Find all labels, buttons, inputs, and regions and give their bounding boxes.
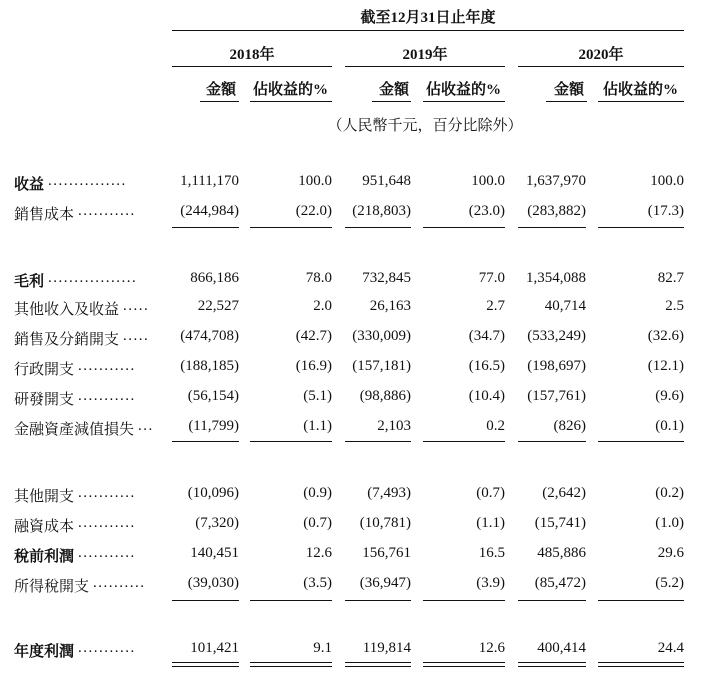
row-label: 其他開支: [14, 489, 75, 505]
col-amount-2020: 金額: [553, 82, 584, 98]
subtotal-rule: [172, 441, 239, 442]
pct-cell: (32.6): [647, 328, 684, 344]
pct-cell: 12.6: [305, 545, 332, 561]
subtotal-rule: [345, 600, 411, 601]
amount-cell: 732,845: [362, 270, 411, 286]
pct-cell: (42.7): [295, 328, 332, 344]
amount-cell: (11,799): [188, 418, 239, 434]
pct-cell: 77.0: [478, 270, 505, 286]
subhead-underline-b-2020: [598, 101, 684, 102]
amount-cell: (10,096): [187, 485, 239, 501]
row-leader-dots: .................: [48, 270, 138, 286]
pct-cell: (16.9): [295, 358, 332, 374]
pct-cell: 2.5: [665, 298, 684, 314]
amount-cell: 485,886: [537, 545, 586, 561]
amount-cell: 22,527: [197, 298, 239, 314]
pct-cell: 100.0: [650, 173, 684, 189]
col-pct-2020: 佔收益的%: [602, 82, 678, 98]
row-label: 稅前利潤: [14, 549, 75, 565]
row-leader-dots: .....: [123, 298, 150, 314]
amount-cell: 119,814: [362, 640, 411, 656]
amount-cell: 1,111,170: [180, 173, 239, 189]
amount-cell: (283,882): [527, 203, 586, 219]
row-leader-dots: ...........: [78, 388, 136, 404]
pct-cell: (9.6): [655, 388, 684, 404]
subtotal-rule: [598, 227, 684, 228]
subhead-underline-b-2019: [423, 101, 505, 102]
amount-cell: (56,154): [187, 388, 239, 404]
row-label: 毛利: [14, 274, 45, 290]
pct-cell: (23.0): [468, 203, 505, 219]
amount-cell: (98,886): [359, 388, 411, 404]
row-label: 所得稅開支: [14, 579, 90, 595]
subtotal-rule: [345, 441, 411, 442]
total-double-rule-bottom: [250, 666, 332, 667]
amount-cell: 26,163: [369, 298, 411, 314]
row-leader-dots: .....: [123, 328, 150, 344]
pct-cell: 29.6: [657, 545, 684, 561]
subtotal-rule: [423, 600, 505, 601]
col-amount-2019: 金額: [378, 82, 409, 98]
amount-cell: 1,637,970: [526, 173, 586, 189]
amount-cell: 2,103: [377, 418, 411, 434]
row-label: 融資成本: [14, 519, 75, 535]
pct-cell: (1.1): [476, 515, 505, 531]
subhead-underline-a-2020: [546, 101, 587, 102]
pct-cell: (0.1): [655, 418, 684, 434]
row-label: 收益: [14, 177, 45, 193]
row-leader-dots: ...........: [78, 485, 136, 501]
pct-cell: (22.0): [295, 203, 332, 219]
amount-cell: (157,761): [527, 388, 586, 404]
row-leader-dots: ...........: [78, 545, 136, 561]
subtotal-rule: [250, 600, 332, 601]
pct-cell: (12.1): [647, 358, 684, 374]
total-double-rule-top: [518, 662, 586, 663]
pct-cell: 12.6: [478, 640, 505, 656]
amount-cell: (188,185): [180, 358, 239, 374]
year-header-2020: 2020年: [578, 47, 624, 63]
row-label: 銷售成本: [14, 207, 75, 223]
amount-cell: (157,181): [352, 358, 411, 374]
row-label: 行政開支: [14, 362, 75, 378]
row-label: 其他收入及收益: [14, 302, 120, 318]
pct-cell: (34.7): [468, 328, 505, 344]
amount-cell: 1,354,088: [526, 270, 586, 286]
year-header-2019: 2019年: [402, 47, 448, 63]
amount-cell: (7,320): [195, 515, 239, 531]
subhead-underline-b-2018: [250, 101, 332, 102]
total-double-rule-bottom: [172, 666, 239, 667]
total-double-rule-top: [172, 662, 239, 663]
subtotal-rule: [518, 600, 586, 601]
subhead-underline-a-2018: [200, 101, 239, 102]
pct-cell: 78.0: [305, 270, 332, 286]
total-double-rule-bottom: [345, 666, 411, 667]
amount-cell: (10,781): [359, 515, 411, 531]
subtotal-rule: [172, 600, 239, 601]
row-leader-dots: ...........: [78, 203, 136, 219]
amount-cell: (244,984): [180, 203, 239, 219]
subhead-underline-a-2019: [372, 101, 411, 102]
period-header: 截至12月31日止年度: [360, 10, 496, 26]
amount-cell: (533,249): [527, 328, 586, 344]
amount-cell: 40,714: [544, 298, 586, 314]
subtotal-rule: [423, 441, 505, 442]
row-label: 研發開支: [14, 392, 75, 408]
subtotal-rule: [598, 441, 684, 442]
total-double-rule-top: [423, 662, 505, 663]
subtotal-rule: [345, 227, 411, 228]
total-double-rule-top: [345, 662, 411, 663]
row-label: 年度利潤: [14, 644, 75, 660]
col-amount-2018: 金額: [205, 82, 236, 98]
total-double-rule-bottom: [518, 666, 586, 667]
amount-cell: (85,472): [534, 575, 586, 591]
unit-note: （人民幣千元，百分比除外）: [327, 118, 523, 134]
row-leader-dots: ...........: [78, 640, 136, 656]
row-label: 銷售及分銷開支: [14, 332, 120, 348]
pct-cell: 16.5: [478, 545, 505, 561]
year-header-2018: 2018年: [229, 47, 275, 63]
subtotal-rule: [172, 227, 239, 228]
amount-cell: 156,761: [362, 545, 411, 561]
amount-cell: (36,947): [359, 575, 411, 591]
pct-cell: 0.2: [486, 418, 505, 434]
subtotal-rule: [250, 441, 332, 442]
pct-cell: (3.5): [303, 575, 332, 591]
amount-cell: 101,421: [190, 640, 239, 656]
subtotal-rule: [598, 600, 684, 601]
col-pct-2018: 佔收益的%: [252, 82, 328, 98]
amount-cell: (826): [553, 418, 586, 434]
pct-cell: (3.9): [476, 575, 505, 591]
amount-cell: 866,186: [190, 270, 239, 286]
total-double-rule-bottom: [598, 666, 684, 667]
subtotal-rule: [250, 227, 332, 228]
row-label: 金融資產減值損失: [14, 422, 135, 438]
year-underline-2019: [345, 66, 505, 67]
subtotal-rule: [423, 227, 505, 228]
col-pct-2019: 佔收益的%: [425, 82, 501, 98]
amount-cell: (15,741): [534, 515, 586, 531]
amount-cell: (330,009): [352, 328, 411, 344]
amount-cell: (2,642): [542, 485, 586, 501]
amount-cell: 140,451: [190, 545, 239, 561]
pct-cell: (0.2): [655, 485, 684, 501]
amount-cell: 951,648: [362, 173, 411, 189]
pct-cell: (0.7): [476, 485, 505, 501]
pct-cell: 2.0: [313, 298, 332, 314]
pct-cell: (0.9): [303, 485, 332, 501]
amount-cell: (218,803): [352, 203, 411, 219]
pct-cell: (0.7): [303, 515, 332, 531]
pct-cell: 100.0: [298, 173, 332, 189]
pct-cell: 100.0: [471, 173, 505, 189]
year-underline-2020: [518, 66, 684, 67]
amount-cell: 400,414: [537, 640, 586, 656]
row-leader-dots: ..........: [93, 575, 146, 591]
row-leader-dots: ...........: [78, 358, 136, 374]
period-underline: [172, 30, 684, 31]
pct-cell: (5.1): [303, 388, 332, 404]
total-double-rule-bottom: [423, 666, 505, 667]
amount-cell: (7,493): [367, 485, 411, 501]
pct-cell: (16.5): [468, 358, 505, 374]
amount-cell: (198,697): [527, 358, 586, 374]
pct-cell: 82.7: [657, 270, 684, 286]
pct-cell: 9.1: [313, 640, 332, 656]
subtotal-rule: [518, 227, 586, 228]
total-double-rule-top: [598, 662, 684, 663]
pct-cell: (10.4): [468, 388, 505, 404]
total-double-rule-top: [250, 662, 332, 663]
year-underline-2018: [172, 66, 332, 67]
pct-cell: 2.7: [486, 298, 505, 314]
row-leader-dots: ...............: [48, 173, 127, 189]
pct-cell: (1.1): [303, 418, 332, 434]
amount-cell: (474,708): [180, 328, 239, 344]
pct-cell: (5.2): [655, 575, 684, 591]
row-leader-dots: ...: [138, 418, 154, 434]
subtotal-rule: [518, 441, 586, 442]
row-leader-dots: ...........: [78, 515, 136, 531]
pct-cell: (1.0): [655, 515, 684, 531]
pct-cell: (17.3): [647, 203, 684, 219]
pct-cell: 24.4: [657, 640, 684, 656]
amount-cell: (39,030): [187, 575, 239, 591]
